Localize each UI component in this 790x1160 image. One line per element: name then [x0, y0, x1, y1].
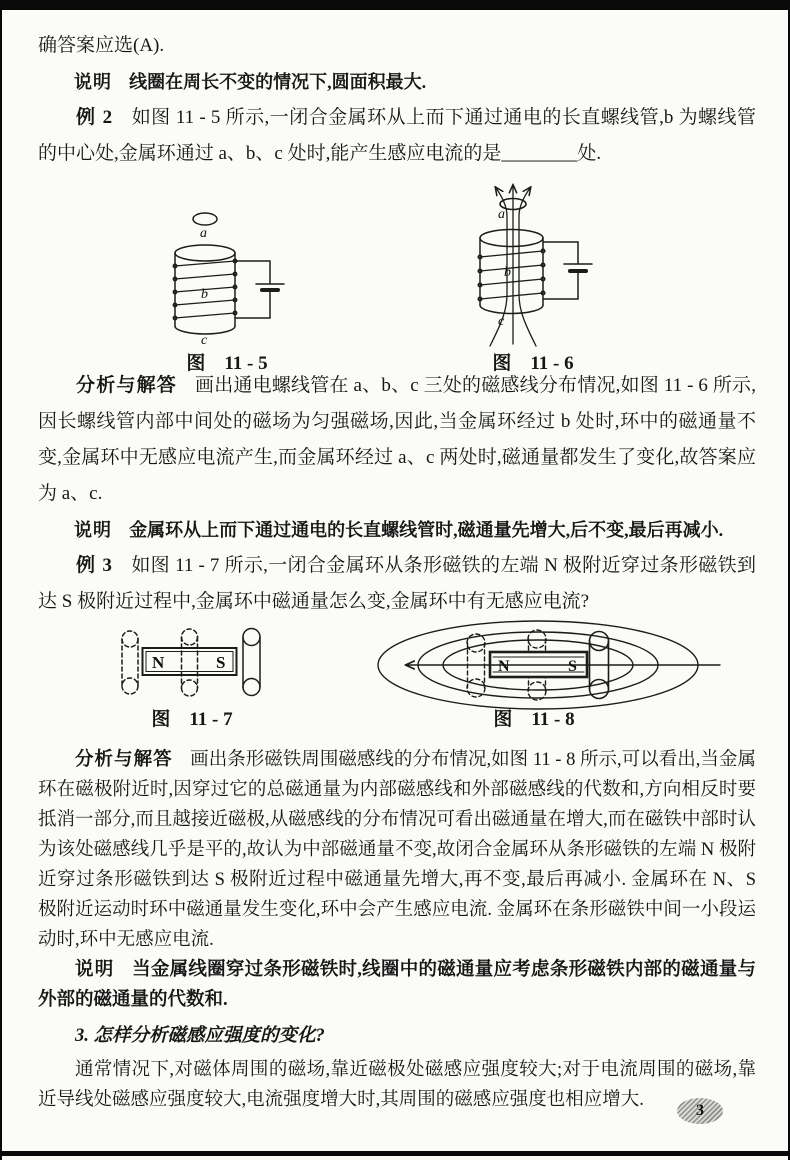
figure-11-5-solenoid: [150, 206, 300, 348]
figure-11-7-magnet-rings: [110, 620, 280, 708]
label-a: a: [498, 207, 505, 222]
section-heading-3: 3. 怎样分析磁感应强度的变化?: [75, 1026, 325, 1046]
analysis-2-label: 分析与解答: [76, 375, 177, 396]
example-2-label: 例 2: [76, 107, 114, 128]
scan-edge-top: [0, 0, 790, 10]
example-3: 例 3 如图 11 - 7 所示,一闭合金属环从条形磁铁的左端 N 极附近穿过条形磁铁到达 S 极附近过程中,金属环中磁通量怎么变,金属环中有无感应电流?: [38, 555, 756, 612]
example-2: 例 2 如图 11 - 5 所示,一闭合金属环从上而下通过通电的长直螺线管,b 为螺线管的中心处,金属环通过 a、b、c 处时,能产生感应电流的是________处.: [38, 107, 756, 164]
label-n: N: [152, 653, 165, 672]
figure-11-7-caption: 图 11 - 7: [151, 709, 233, 730]
figure-11-8-caption: 图 11 - 8: [493, 709, 575, 730]
figure-11-5-caption: 图 11 - 5: [186, 353, 268, 374]
label-n: N: [498, 658, 510, 675]
note-2: 说明 金属环从上而下通过通电的长直螺线管时,磁通量先增大,后不变,最后再减小.: [74, 520, 724, 540]
analysis-3: 分析与解答 画出条形磁铁周围磁感线的分布情况,如图 11 - 8 所示,可以看出,当金属环在磁极附近时,因穿过它的总磁通量为内部磁感线和外部磁感线的代数和,方向相反时要抵消一部分,而且越接近磁极,从磁感线的分布情况可看出磁通量在增大,而在磁铁中部时认为该处磁感线几乎是平的,故认为中部磁通量不变,故闭合金属环从条形磁铁的左端 N 极附近穿过条形磁铁到达 S 极附近过程中磁通量先增大,再不变,最后再减小. 金属环在 N、S 极附近运动时环中磁通量发生变化,环中会产生感应电流. 金属环在条形磁铁中间一小段运动时,环中无感应电流.: [38, 750, 756, 950]
note-label: 说明: [74, 520, 112, 540]
solenoid-coil: [478, 230, 545, 314]
figure-11-8-magnet-field: [395, 620, 725, 708]
note-1: 说明 线圈在周长不变的情况下,圆面积最大.: [74, 72, 427, 92]
page-number-badge: [677, 1098, 723, 1124]
figure-11-6-caption: 图 11 - 6: [492, 353, 574, 374]
ring-right-solid: [243, 629, 260, 696]
label-s: S: [216, 653, 226, 672]
ring-left-dashed: [122, 631, 138, 694]
field-lines: [378, 621, 720, 709]
note-label: 说明: [74, 72, 112, 92]
figure-row-1: [38, 172, 756, 374]
figure-row-2: [38, 620, 756, 735]
label-b: b: [201, 287, 208, 302]
note-3: 说明 当金属线圈穿过条形磁铁时,线圈中的磁通量应考虑条形磁铁内部的磁通量与外部的磁通量的代数和.: [38, 960, 756, 1010]
page-number: 3: [696, 1102, 704, 1119]
label-c: c: [201, 333, 208, 348]
scan-edge-left: [0, 0, 2, 1160]
label-s: S: [568, 658, 577, 675]
analysis-3-label: 分析与解答: [75, 750, 173, 770]
scan-edge-bottom: [0, 1151, 790, 1156]
label-a: a: [200, 226, 207, 241]
paragraph-answer: 确答案应选(A).: [38, 35, 165, 56]
figure-11-6-solenoid-field: [440, 172, 610, 362]
note-label: 说明: [75, 960, 115, 980]
metal-ring-a: [193, 213, 217, 225]
label-b: b: [504, 265, 511, 280]
paragraph-final: 通常情况下,对磁体周围的磁场,靠近磁极处磁感应强度较大;对于电流周围的磁场,靠近导线处磁感应强度较大,电流强度增大时,其周围的磁感应强度也相应增大.: [38, 1060, 756, 1110]
analysis-2: 分析与解答 画出通电螺线管在 a、b、c 三处的磁感线分布情况,如图 11 - 6 所示,因长螺线管内部中间处的磁场为匀强磁场,因此,当金属环经过 b 处时,环中的磁通量不变,金属环中无感应电流产生,而金属环经过 a、c 两处时,磁通量都发生了变化,故答案应为 a、c.: [38, 375, 756, 504]
page-content: [38, 28, 756, 1115]
label-c: c: [498, 314, 505, 329]
example-3-label: 例 3: [76, 555, 113, 576]
